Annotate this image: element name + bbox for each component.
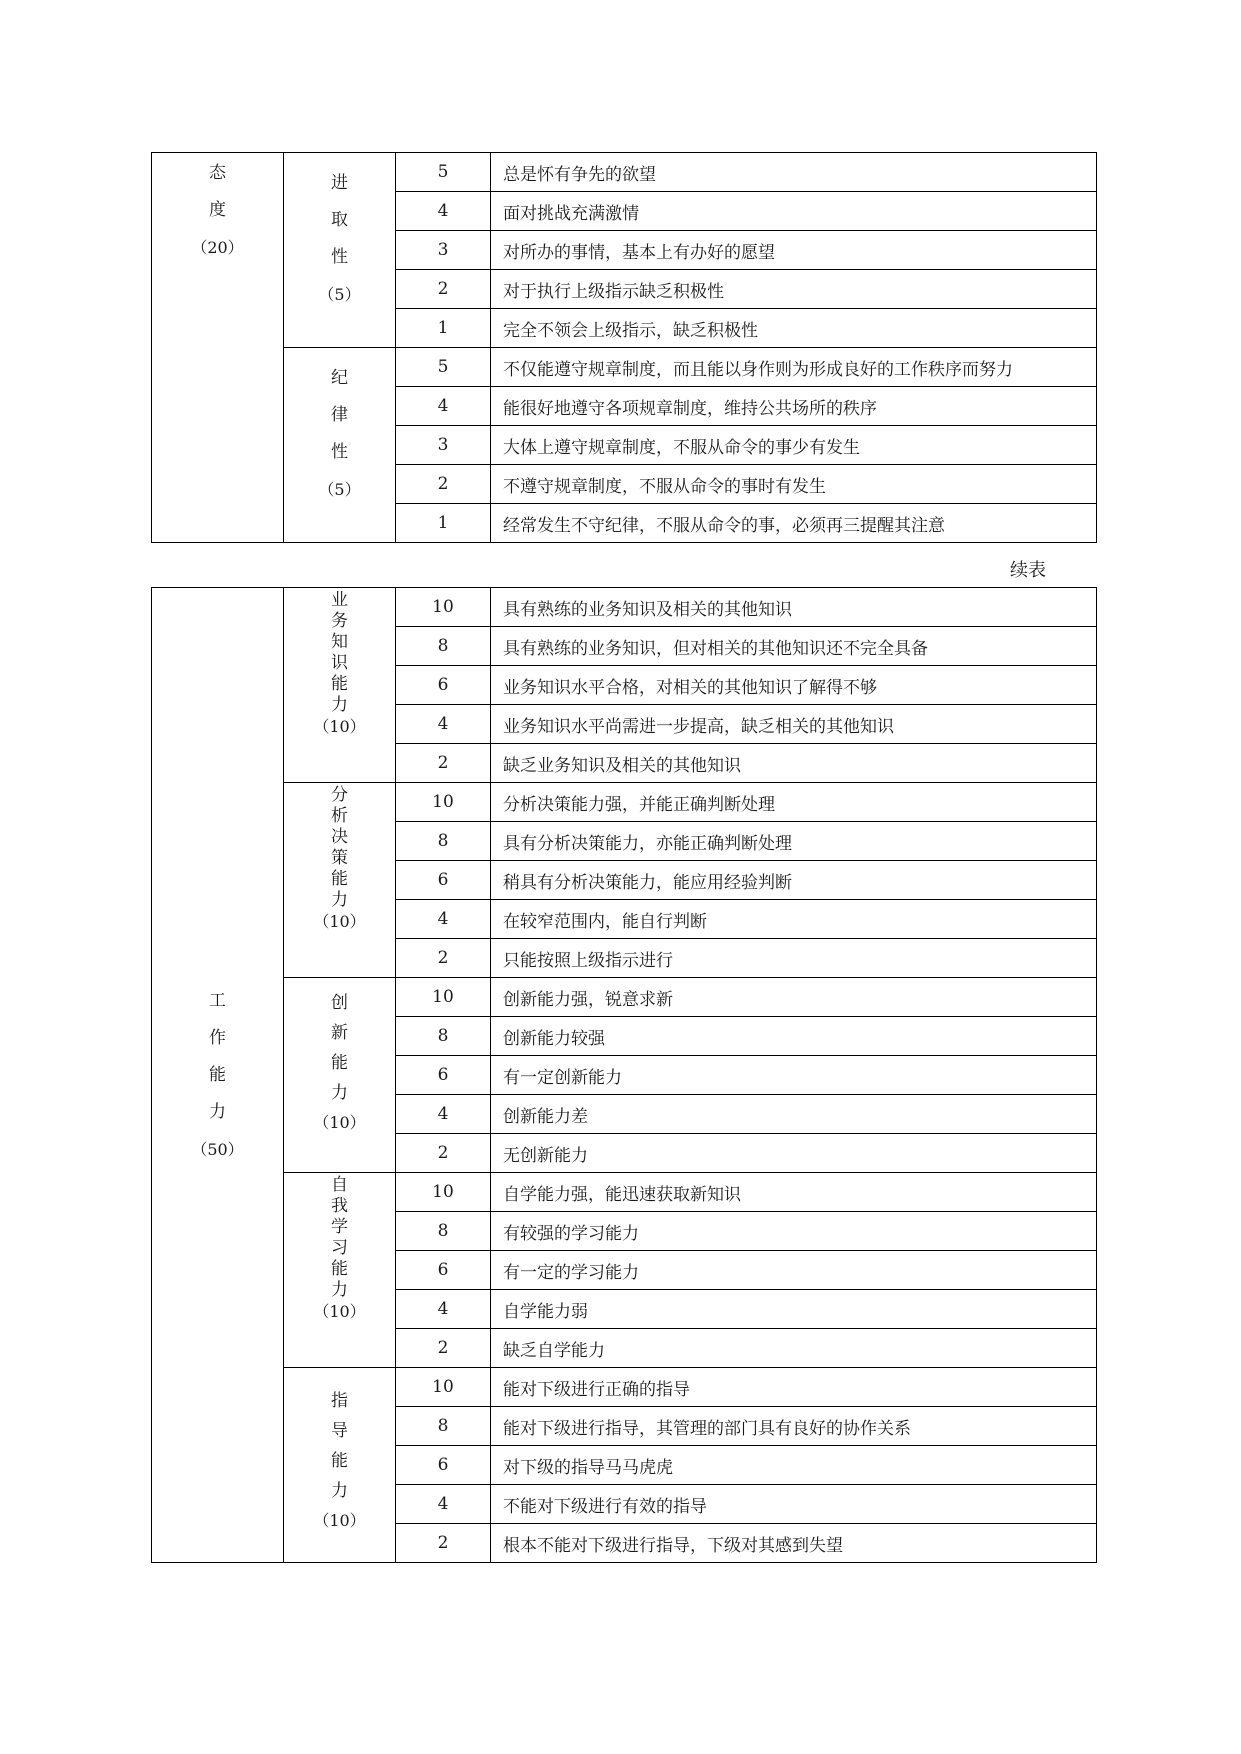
score-cell: 6 (396, 1056, 491, 1095)
subcategory-cell (284, 153, 396, 348)
label-char: 能 (331, 674, 348, 694)
label-char: 自 (331, 1175, 348, 1195)
score-cell: 10 (396, 1173, 491, 1212)
description-cell: 业务知识水平尚需进一步提高，缺乏相关的其他知识 (491, 705, 1097, 744)
label-char: 能 (331, 1259, 348, 1279)
description-cell: 不遵守规章制度，不服从命令的事时有发生 (491, 465, 1097, 504)
subcategory-cell (284, 783, 396, 978)
label-char: 能 (209, 1064, 226, 1085)
label-char: 性 (331, 247, 348, 267)
points-label: （20） (191, 238, 244, 257)
score-cell: 4 (396, 192, 491, 231)
label-char: 识 (331, 653, 348, 673)
description-cell: 完全不领会上级指示，缺乏积极性 (491, 309, 1097, 348)
category-cell (152, 153, 284, 543)
description-cell: 具有熟练的业务知识，但对相关的其他知识还不完全具备 (491, 627, 1097, 666)
points-label: （10） (313, 1511, 366, 1530)
label-char: 性 (331, 442, 348, 462)
label-char: 度 (209, 200, 226, 220)
description-cell: 缺乏业务知识及相关的其他知识 (491, 744, 1097, 783)
description-cell: 创新能力强，锐意求新 (491, 978, 1097, 1017)
continued-label: 续表 (1010, 560, 1046, 581)
label-char: 分 (331, 785, 348, 805)
score-cell: 6 (396, 666, 491, 705)
subcategory-cell (284, 1173, 396, 1368)
label-char: 创 (331, 993, 348, 1013)
points-label: （5） (318, 480, 361, 499)
label-char: 力 (209, 1101, 226, 1122)
description-cell: 大体上遵守规章制度，不服从命令的事少有发生 (491, 426, 1097, 465)
points-label: （10） (313, 1113, 366, 1132)
points-label: （5） (318, 285, 361, 304)
subcategory-cell (284, 978, 396, 1173)
score-cell: 2 (396, 1134, 491, 1173)
score-cell: 8 (396, 1212, 491, 1251)
score-cell: 5 (396, 153, 491, 192)
points-label: （10） (313, 717, 366, 736)
label-char: 务 (331, 611, 348, 631)
label-char: 力 (331, 1481, 348, 1501)
table-row (152, 588, 1097, 627)
score-cell: 1 (396, 309, 491, 348)
label-char: 策 (331, 848, 348, 868)
description-cell: 缺乏自学能力 (491, 1329, 1097, 1368)
score-cell: 10 (396, 783, 491, 822)
label-char: 纪 (331, 368, 348, 388)
category-cell (152, 588, 284, 1563)
score-cell: 10 (396, 1368, 491, 1407)
description-cell: 对于执行上级指示缺乏积极性 (491, 270, 1097, 309)
description-cell: 具有熟练的业务知识及相关的其他知识 (491, 588, 1097, 627)
description-cell: 不能对下级进行有效的指导 (491, 1485, 1097, 1524)
score-cell: 4 (396, 1290, 491, 1329)
score-cell: 6 (396, 1251, 491, 1290)
label-char: 力 (331, 695, 348, 715)
description-cell: 根本不能对下级进行指导，下级对其感到失望 (491, 1524, 1097, 1563)
label-char: 律 (331, 405, 348, 425)
description-cell: 业务知识水平合格，对相关的其他知识了解得不够 (491, 666, 1097, 705)
label-char: 取 (331, 210, 348, 230)
description-cell: 无创新能力 (491, 1134, 1097, 1173)
label-char: 决 (331, 827, 348, 847)
score-cell: 4 (396, 387, 491, 426)
label-char: 能 (331, 869, 348, 889)
score-cell: 2 (396, 1524, 491, 1563)
score-cell: 2 (396, 939, 491, 978)
score-cell: 6 (396, 861, 491, 900)
label-char: 作 (209, 1027, 226, 1048)
description-cell: 具有分析决策能力，亦能正确判断处理 (491, 822, 1097, 861)
table-row (152, 783, 1097, 822)
label-char: 导 (331, 1421, 348, 1441)
description-cell: 对所办的事情，基本上有办好的愿望 (491, 231, 1097, 270)
description-cell: 创新能力差 (491, 1095, 1097, 1134)
score-cell: 2 (396, 1329, 491, 1368)
label-char: 我 (331, 1196, 348, 1216)
description-cell: 有较强的学习能力 (491, 1212, 1097, 1251)
evaluation-table-attitude (151, 152, 1097, 543)
label-char: 业 (331, 590, 348, 610)
score-cell: 6 (396, 1446, 491, 1485)
score-cell: 5 (396, 348, 491, 387)
subcategory-cell (284, 1368, 396, 1563)
description-cell: 自学能力强，能迅速获取新知识 (491, 1173, 1097, 1212)
score-cell: 3 (396, 231, 491, 270)
description-cell: 经常发生不守纪律，不服从命令的事，必须再三提醒其注意 (491, 504, 1097, 543)
description-cell: 对下级的指导马马虎虎 (491, 1446, 1097, 1485)
description-cell: 能对下级进行正确的指导 (491, 1368, 1097, 1407)
label-char: 力 (331, 890, 348, 910)
score-cell: 4 (396, 1095, 491, 1134)
points-label: （10） (313, 1302, 366, 1321)
score-cell: 2 (396, 744, 491, 783)
label-char: 学 (331, 1217, 348, 1237)
label-char: 指 (331, 1391, 348, 1411)
label-char: 态 (209, 163, 226, 183)
score-cell: 8 (396, 1407, 491, 1446)
label-char: 新 (331, 1023, 348, 1043)
score-cell: 1 (396, 504, 491, 543)
subcategory-cell (284, 348, 396, 543)
description-cell: 面对挑战充满激情 (491, 192, 1097, 231)
description-cell: 只能按照上级指示进行 (491, 939, 1097, 978)
score-cell: 4 (396, 1485, 491, 1524)
points-label: （10） (313, 912, 366, 931)
label-char: 析 (331, 806, 348, 826)
score-cell: 10 (396, 978, 491, 1017)
score-cell: 2 (396, 270, 491, 309)
description-cell: 稍具有分析决策能力，能应用经验判断 (491, 861, 1097, 900)
score-cell: 2 (396, 465, 491, 504)
description-cell: 能很好地遵守各项规章制度，维持公共场所的秩序 (491, 387, 1097, 426)
table-row (152, 153, 1097, 192)
description-cell: 分析决策能力强，并能正确判断处理 (491, 783, 1097, 822)
label-char: 习 (331, 1238, 348, 1258)
description-cell: 总是怀有争先的欲望 (491, 153, 1097, 192)
label-char: 力 (331, 1083, 348, 1103)
score-cell: 4 (396, 705, 491, 744)
table-row (152, 1173, 1097, 1212)
points-label: （50） (191, 1139, 244, 1159)
description-cell: 自学能力弱 (491, 1290, 1097, 1329)
score-cell: 8 (396, 627, 491, 666)
description-cell: 创新能力较强 (491, 1017, 1097, 1056)
description-cell: 在较窄范围内，能自行判断 (491, 900, 1097, 939)
description-cell: 不仅能遵守规章制度，而且能以身作则为形成良好的工作秩序而努力 (491, 348, 1097, 387)
description-cell: 有一定创新能力 (491, 1056, 1097, 1095)
label-char: 知 (331, 632, 348, 652)
score-cell: 10 (396, 588, 491, 627)
label-char: 力 (331, 1280, 348, 1300)
score-cell: 3 (396, 426, 491, 465)
table-row (152, 348, 1097, 387)
score-cell: 4 (396, 900, 491, 939)
description-cell: 有一定的学习能力 (491, 1251, 1097, 1290)
subcategory-cell (284, 588, 396, 783)
table-row (152, 1368, 1097, 1407)
label-char: 能 (331, 1053, 348, 1073)
label-char: 能 (331, 1451, 348, 1471)
label-char: 进 (331, 173, 348, 193)
table-row (152, 978, 1097, 1017)
score-cell: 8 (396, 1017, 491, 1056)
description-cell: 能对下级进行指导，其管理的部门具有良好的协作关系 (491, 1407, 1097, 1446)
label-char: 工 (209, 990, 226, 1011)
score-cell: 8 (396, 822, 491, 861)
evaluation-table-work-ability (151, 587, 1097, 1563)
